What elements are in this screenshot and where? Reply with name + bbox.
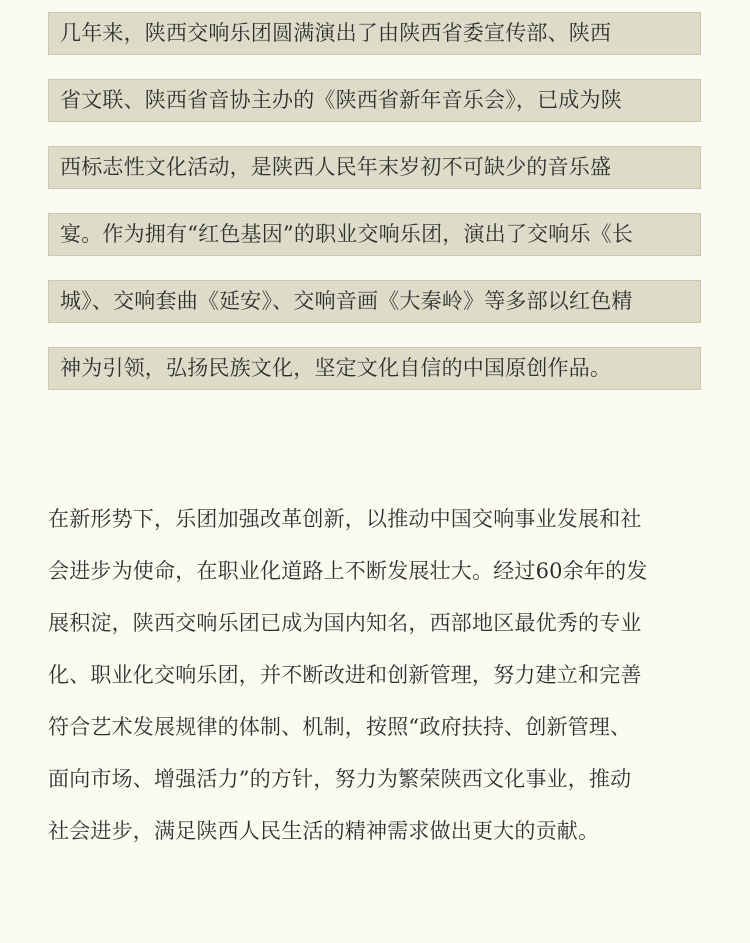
highlighted-quote-block (48, 12, 701, 390)
paragraph-line: 在新形势下，乐团加强改革创新，以推动中国交响事业发展和社 (48, 507, 642, 531)
highlight-line: 城》、交响套曲《延安》、交响音画《大秦岭》等多部以红色精 (48, 280, 701, 323)
paragraph-line: 社会进步，满足陕西人民生活的精神需求做出更大的贡献。 (48, 819, 600, 843)
highlight-line: 省文联、陕西省音协主办的《陕西省新年音乐会》，已成为陕 (48, 79, 701, 122)
paragraph-line: 面向市场、增强活力”的方针，努力为繁荣陕西文化事业，推动 (48, 767, 632, 791)
paragraph-line: 化、职业化交响乐团，并不断改进和创新管理，努力建立和完善 (48, 663, 642, 687)
highlight-line: 几年来，陕西交响乐团圆满演出了由陕西省委宣传部、陕西 (48, 12, 701, 55)
paragraph-line: 展积淀，陕西交响乐团已成为国内知名，西部地区最优秀的专业 (48, 611, 642, 635)
highlight-line: 神为引领，弘扬民族文化，坚定文化自信的中国原创作品。 (48, 347, 701, 390)
body-paragraph (48, 493, 702, 857)
paragraph-line: 符合艺术发展规律的体制、机制，按照“政府扶持、创新管理、 (48, 715, 632, 739)
paragraph-line: 会进步为使命，在职业化道路上不断发展壮大。经过60余年的发 (48, 559, 648, 583)
highlight-line: 西标志性文化活动，是陕西人民年末岁初不可缺少的音乐盛 (48, 146, 701, 189)
highlight-line: 宴。作为拥有“红色基因”的职业交响乐团，演出了交响乐《长 (48, 213, 701, 256)
